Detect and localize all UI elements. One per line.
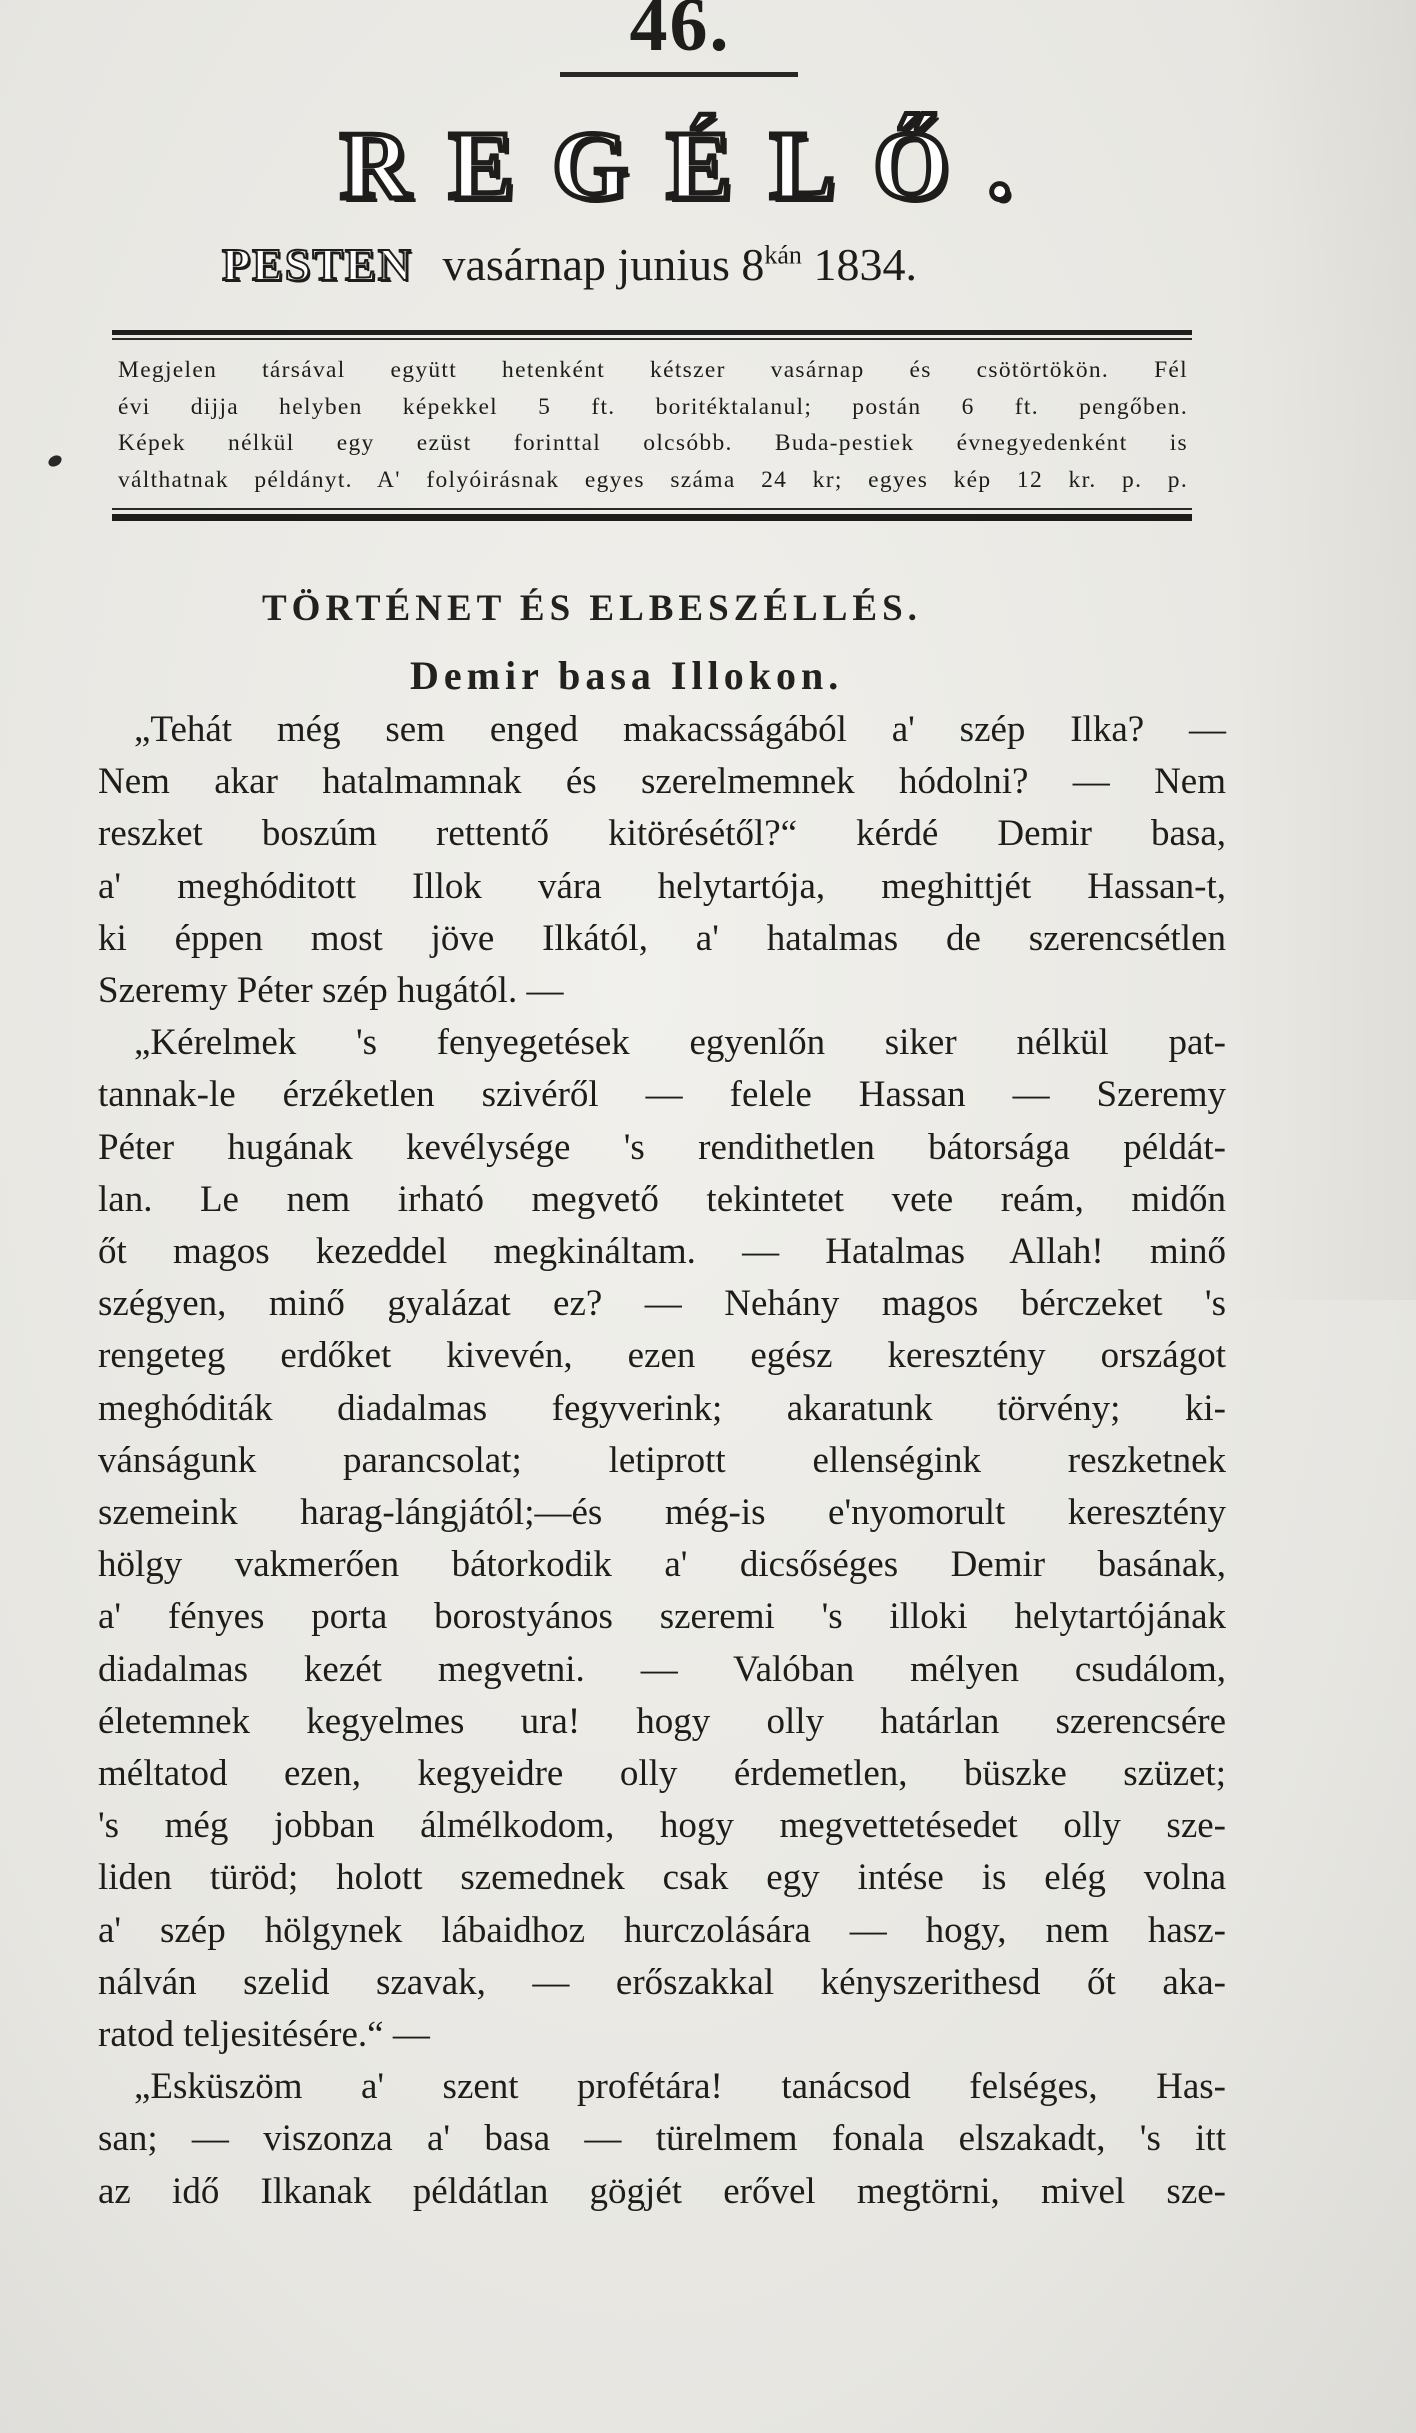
- story-title: Demir basa Illokon.: [410, 653, 844, 698]
- notice-rule-thin: [112, 508, 1192, 510]
- dateline: [222, 238, 1222, 291]
- body-line: diadalmas kezét megvetni. — Valóban mélyen csudálom,: [98, 1648, 1226, 1690]
- notice-line: Képek nélkül egy ezüst forinttal olcsóbb. Buda-pestiek évnegyedenként is: [118, 430, 1188, 456]
- body-line: ratod teljesitésére.“ —: [98, 2014, 430, 2056]
- body-line: tannak-le érzéketlen szivéről — felele Hassan — Szeremy: [98, 1074, 1226, 1116]
- body-line: 's még jobban álmélkodom, hogy megvettetésedet olly sze-: [98, 1805, 1226, 1847]
- body-line: meghóditák diadalmas fegyverink; akaratunk törvény; ki-: [98, 1387, 1226, 1429]
- body-line: életemnek kegyelmes ura! hogy olly határlan szerencsére: [98, 1700, 1226, 1742]
- dateline-year: 1834.: [813, 239, 917, 290]
- body-line: az idő Ilkanak példátlan gögjét erővel megtörni, mivel sze-: [98, 2170, 1226, 2212]
- body-line: szégyen, minő gyalázat ez? — Nehány magos bérczeket 's: [98, 1283, 1226, 1325]
- issue-number: 46.: [629, 0, 731, 67]
- body-line: liden türöd; holott szemednek csak egy intése is elég volna: [98, 1857, 1226, 1899]
- body-line: nálván szelid szavak, — erőszakkal kényszerithesd őt aka-: [98, 1961, 1226, 2003]
- body-line: rengeteg erdőket kivevén, ezen egész keresztény országot: [98, 1335, 1226, 1377]
- body-line: a' szép hölgynek lábaidhoz hurczolására — hogy, nem hasz-: [98, 1909, 1226, 1951]
- body-line: vánságunk parancsolat; letiprott ellenségink reszketnek: [98, 1439, 1226, 1481]
- notice-line: válthatnak példányt. A' folyóirásnak egyes száma 24 kr; egyes kép 12 kr. p. p.: [118, 466, 1188, 493]
- body-line: szemeink harag-lángjától;—és még-is e'nyomorult keresztény: [98, 1492, 1226, 1534]
- body-line: „Esküszöm a' szent profétára! tanácsod felséges, Has-: [134, 2066, 1226, 2108]
- notice-rule-thick: [112, 514, 1192, 521]
- header-rule-top-thin: [112, 338, 1192, 340]
- ink-smudge: [46, 453, 63, 469]
- notice-line: Megjelen társával együtt hetenként kétszer vasárnap és csötörtökön. Fél: [118, 357, 1188, 383]
- notice-line: évi dijja helyben képekkel 5 ft. boritéktalanul; postán 6 ft. pengőben.: [118, 393, 1188, 420]
- body-line: Nem akar hatalmamnak és szerelmemnek hódolni? — Nem: [98, 761, 1226, 803]
- body-line: reszket boszúm rettentő kitörésétől?“ kérdé Demir basa,: [98, 813, 1226, 855]
- body-line: Szeremy Péter szép hugától. —: [98, 970, 564, 1012]
- masthead-title: REGÉLŐ.: [340, 112, 1050, 220]
- body-line: lan. Le nem irható megvető tekintetet vete reám, midőn: [98, 1178, 1226, 1220]
- body-line: hölgy vakmerően bátorkodik a' dicsőséges Demir basának,: [98, 1544, 1226, 1586]
- subscription-notice: [118, 352, 1188, 498]
- body-line: ki éppen most jöve Ilkától, a' hatalmas de szerencsétlen: [98, 917, 1226, 959]
- section-heading: TÖRTÉNET ÉS ELBESZÉLLÉS.: [262, 588, 922, 629]
- dateline-city: PESTEN: [222, 239, 413, 290]
- body-line: a' fényes porta borostyános szeremi 's illoki helytartójának: [98, 1596, 1226, 1638]
- body-line: méltatod ezen, kegyeidre olly érdemetlen, büszke szüzet;: [98, 1753, 1226, 1795]
- body-line: a' meghóditott Illok vára helytartója, meghittjét Hassan-t,: [98, 865, 1226, 907]
- header-rule-top: [112, 330, 1192, 335]
- issue-underline: [560, 72, 798, 77]
- body-line: „Kérelmek 's fenyegetések egyenlőn siker nélkül pat-: [134, 1022, 1226, 1064]
- body-line: őt magos kezeddel megkináltam. — Hatalmas Allah! minő: [98, 1231, 1226, 1273]
- body-line: Péter hugának kevélysége 's rendithetlen bátorsága példát-: [98, 1126, 1226, 1168]
- bleed-through-shadow: [1236, 0, 1416, 1300]
- dateline-date-suffix: kán: [764, 240, 802, 270]
- story-body: [98, 704, 1226, 2218]
- body-line: san; — viszonza a' basa — türelmem fonala elszakadt, 's itt: [98, 2118, 1226, 2160]
- dateline-date: vasárnap junius 8: [442, 239, 765, 290]
- body-line: „Tehát még sem enged makacsságából a' szép Ilka? —: [134, 709, 1226, 750]
